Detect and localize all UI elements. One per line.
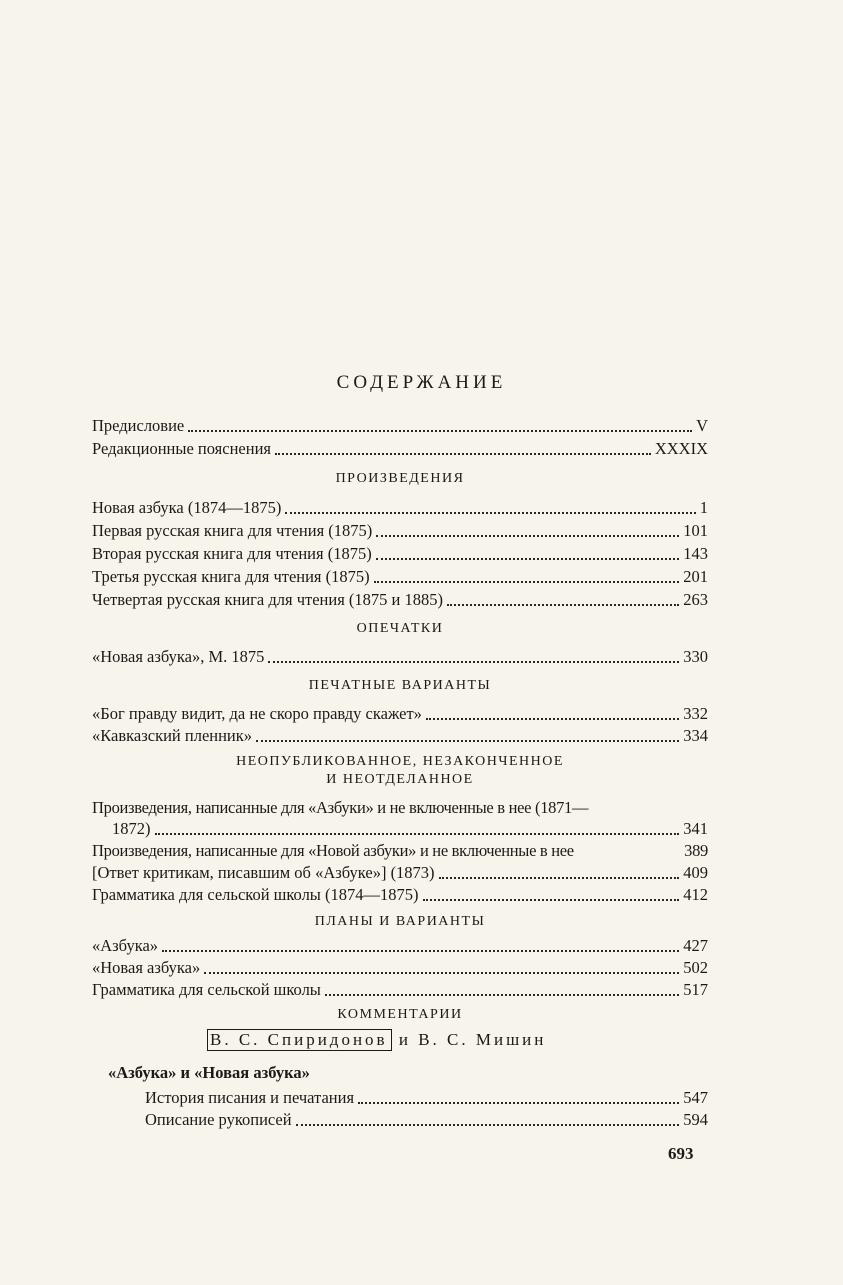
toc-entry-first-line[interactable]: Произведения, написанные для «Азбуки» и не включенные в нее (1871— bbox=[92, 798, 589, 817]
toc-entry[interactable]: «Азбука» 427 bbox=[92, 936, 708, 955]
author-rest: и В. С. Мишин bbox=[398, 1030, 547, 1049]
toc-entry-preface[interactable]: Предисловие V bbox=[92, 416, 708, 435]
page-number: 693 bbox=[668, 1144, 694, 1163]
section-heading-misprints: ОПЕЧАТКИ bbox=[356, 621, 444, 636]
section-heading-plans: ПЛАНЫ И ВАРИАНТЫ bbox=[314, 914, 486, 929]
toc-entry[interactable]: «Новая азбука», М. 1875 330 bbox=[92, 647, 708, 666]
toc-entry[interactable]: «Бог правду видит, да не скоро правду скажет» 332 bbox=[92, 704, 708, 723]
section-heading-printed-variants: ПЕЧАТНЫЕ ВАРИАНТЫ bbox=[308, 678, 492, 693]
section-heading-unpublished: НЕОПУБЛИКОВАННОЕ, НЕЗАКОНЧЕННОЕ bbox=[236, 754, 564, 769]
commentary-subheading: «Азбука» и «Новая азбука» bbox=[108, 1063, 310, 1082]
section-heading-commentary: КОММЕНТАРИИ bbox=[337, 1007, 463, 1022]
toc-entry[interactable]: «Кавказский пленник» 334 bbox=[92, 726, 708, 745]
toc-title: СОДЕРЖАНИЕ bbox=[336, 372, 507, 393]
author-boxed: В. С. Спиридонов bbox=[207, 1029, 392, 1051]
toc-entry[interactable]: Новая азбука (1874—1875) 1 bbox=[92, 498, 708, 517]
toc-entry[interactable]: Четвертая русская книга для чтения (1875 и 1885) 263 bbox=[92, 590, 708, 609]
toc-entry[interactable]: Первая русская книга для чтения (1875) 101 bbox=[92, 521, 708, 540]
commentary-authors bbox=[207, 1030, 546, 1050]
toc-entry[interactable]: «Новая азбука» 502 bbox=[92, 958, 708, 977]
toc-entry[interactable]: Грамматика для сельской школы (1874—1875) 412 bbox=[92, 885, 708, 904]
toc-entry[interactable]: История писания и печатания 547 bbox=[145, 1088, 708, 1107]
section-heading-unpublished-line2: И НЕОТДЕЛАННОЕ bbox=[326, 772, 474, 787]
section-heading-works: ПРОИЗВЕДЕНИЯ bbox=[335, 471, 465, 486]
toc-entry[interactable]: 1872) 341 bbox=[112, 819, 708, 838]
toc-entry[interactable]: Произведения, написанные для «Новой азбуки» и не включенные в нее 389 bbox=[92, 841, 708, 860]
toc-entry-editorial-notes[interactable]: Редакционные пояснения XXXIX bbox=[92, 439, 708, 458]
toc-entry[interactable]: Грамматика для сельской школы 517 bbox=[92, 980, 708, 999]
toc-entry[interactable]: Описание рукописей 594 bbox=[145, 1110, 708, 1129]
toc-entry[interactable]: Вторая русская книга для чтения (1875) 143 bbox=[92, 544, 708, 563]
toc-entry[interactable]: [Ответ критикам, писавшим об «Азбуке»] (1873) 409 bbox=[92, 863, 708, 882]
toc-entry[interactable]: Третья русская книга для чтения (1875) 201 bbox=[92, 567, 708, 586]
